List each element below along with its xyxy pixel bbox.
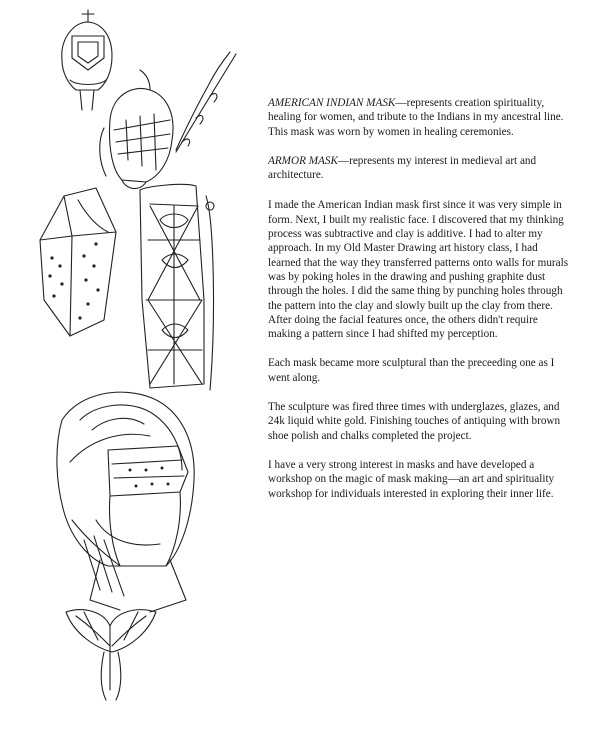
ornament-drawing <box>66 610 156 700</box>
knight-helmet-drawing <box>57 392 194 612</box>
armor-mask-paragraph <box>268 154 573 183</box>
american-indian-mask-description: —represents creation spirituality, healing for women, and tribute to the Indians in my ancestral line. This mask was worn by women in healing ceremonies. <box>268 97 564 138</box>
armor-sketch-column <box>0 0 260 753</box>
american-indian-mask-heading: AMERICAN INDIAN MASK <box>268 97 396 109</box>
process-paragraph: I made the American Indian mask first since it was very simple in form. Next, I built my realistic face. I discovered that my thinking process was subtractive and clay is additive. I had to alter my approach. In my Old Master Drawing art history class, I had learned that the way they transferred patterns onto walls for murals was by poking holes in the drawing and pushing graphite dust through the holes. I did the same thing by punching holes through the pattern into the clay and slowly built up the clay from there. After doing the facial features once, the others didn't require making a pattern since I had shifted my perception. <box>268 199 569 341</box>
article-text <box>268 96 573 516</box>
workshop-paragraph: I have a very strong interest in masks and have developed a workshop on the magic of mask making—an art and spirituality workshop for individuals interested in exploring their inner life. <box>268 458 555 500</box>
angular-mask-drawing <box>40 188 116 336</box>
firing-paragraph: The sculpture was fired three times with underglazes, glazes, and 24k liquid white gold. Finishing touches of antiquing with brown shoe polish and chalks completed the project. <box>268 401 561 442</box>
artist-signature <box>176 52 236 152</box>
small-helmet-drawing <box>62 10 112 110</box>
visor-helmet-drawing <box>100 70 173 189</box>
sculptural-paragraph: Each mask became more sculptural than the preceeding one as I went along. <box>268 357 555 384</box>
american-indian-mask-paragraph <box>268 96 573 139</box>
armor-mask-heading: ARMOR MASK <box>268 154 338 167</box>
armor-mask-description: —represents my interest in medieval art and architecture. <box>268 154 537 182</box>
lattice-panel-drawing <box>140 184 214 390</box>
